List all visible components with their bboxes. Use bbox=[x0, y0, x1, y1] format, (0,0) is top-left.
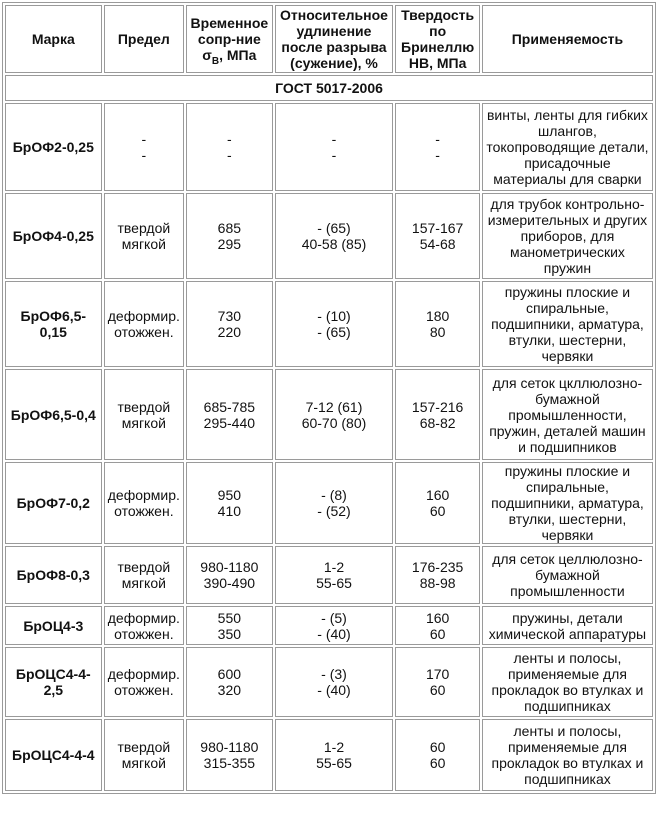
elongation-cell-value: - (40) bbox=[317, 625, 351, 642]
strength-cell-value: 390-490 bbox=[203, 575, 256, 591]
elongation-cell bbox=[275, 103, 394, 191]
elongation-cell bbox=[275, 719, 394, 791]
hardness-cell-value: 160 bbox=[425, 609, 450, 626]
usage-cell: ленты и полосы, применяемые для прокладок во втулках и подшипниках bbox=[482, 719, 653, 791]
limit-cell-value: - bbox=[141, 131, 147, 147]
elongation-cell bbox=[275, 281, 394, 367]
usage-cell: ленты и полосы, применяемые для прокладок во втулках и подшипниках bbox=[482, 647, 653, 717]
header-elongation: Относительное удлинение после разрыва (сужение), % bbox=[275, 5, 394, 73]
grade-cell: БрОФ8-0,3 bbox=[5, 546, 102, 604]
elongation-cell bbox=[275, 193, 394, 279]
strength-cell-value: 550 bbox=[217, 609, 242, 626]
limit-cell bbox=[104, 647, 185, 717]
elongation-cell-value: - (65) bbox=[317, 324, 351, 340]
strength-cell-value: 350 bbox=[217, 625, 242, 642]
grade-cell: БрОФ2-0,25 bbox=[5, 103, 102, 191]
limit-cell bbox=[104, 546, 185, 604]
usage-cell: пружины плоские и спиральные, подшипники, арматура, втулки, шестерни, червяки bbox=[482, 462, 653, 544]
grade-cell: БрОЦС4-4-2,5 bbox=[5, 647, 102, 717]
hardness-cell-value: 60 bbox=[429, 682, 446, 698]
hardness-cell bbox=[395, 719, 480, 791]
elongation-cell-value: - (5) bbox=[321, 609, 347, 626]
header-mark: Марка bbox=[5, 5, 102, 73]
hardness-cell-value: 60 bbox=[429, 755, 446, 771]
usage-cell: винты, ленты для гибких шлангов, токопроводящие детали, присадочные материалы для сварки bbox=[482, 103, 653, 191]
limit-cell bbox=[104, 103, 185, 191]
table-row bbox=[5, 369, 653, 460]
elongation-cell-value: - (65) bbox=[317, 220, 351, 236]
hardness-cell-value: - bbox=[435, 131, 440, 147]
hardness-cell-value: 176-235 bbox=[411, 559, 464, 575]
limit-cell bbox=[104, 719, 185, 791]
hardness-cell bbox=[395, 606, 480, 645]
grade-cell: БрОЦС4-4-4 bbox=[5, 719, 102, 791]
strength-cell-value: 295-440 bbox=[203, 414, 256, 431]
grade-cell: БрОФ4-0,25 bbox=[5, 193, 102, 279]
elongation-cell-value: - bbox=[331, 147, 337, 163]
elongation-cell-value: 7-12 (61) bbox=[305, 398, 363, 415]
elongation-cell-value: - bbox=[331, 131, 337, 147]
elongation-cell bbox=[275, 462, 394, 544]
strength-cell bbox=[186, 606, 273, 645]
strength-cell bbox=[186, 103, 273, 191]
limit-cell-value: мягкой bbox=[121, 575, 166, 591]
elongation-cell bbox=[275, 647, 394, 717]
limit-cell-value: отожжен. bbox=[114, 503, 174, 519]
elongation-cell-value: - (40) bbox=[317, 682, 351, 698]
strength-cell bbox=[186, 719, 273, 791]
strength-cell-value: 600 bbox=[217, 666, 242, 682]
strength-cell-value: 410 bbox=[217, 503, 242, 519]
table-row bbox=[5, 462, 653, 544]
table-body bbox=[5, 75, 653, 791]
table-row bbox=[5, 719, 653, 791]
strength-cell bbox=[186, 281, 273, 367]
hardness-cell-value: 60 bbox=[429, 739, 446, 755]
hardness-cell bbox=[395, 546, 480, 604]
grade-cell: БрОФ6,5-0,15 bbox=[5, 281, 102, 367]
usage-cell: для трубок контрольно-измерительных и других приборов, для манометрических пружин bbox=[482, 193, 653, 279]
hardness-cell bbox=[395, 462, 480, 544]
elongation-cell-value: - (52) bbox=[317, 503, 351, 519]
limit-cell-value: мягкой bbox=[121, 236, 166, 252]
grade-cell: БрОФ6,5-0,4 bbox=[5, 369, 102, 460]
usage-cell: пружины плоские и спиральные, подшипники, арматура, втулки, шестерни, червяки bbox=[482, 281, 653, 367]
hardness-cell-value: - bbox=[435, 147, 440, 163]
strength-cell bbox=[186, 369, 273, 460]
header-usage: Применяемость bbox=[482, 5, 653, 73]
header-strength-subscript: B bbox=[211, 55, 220, 67]
hardness-cell-value: 60 bbox=[429, 503, 446, 519]
limit-cell-value: мягкой bbox=[121, 414, 166, 431]
hardness-cell-value: 160 bbox=[425, 487, 450, 503]
strength-cell-value: 685 bbox=[217, 220, 242, 236]
strength-cell bbox=[186, 546, 273, 604]
hardness-cell bbox=[395, 647, 480, 717]
hardness-cell bbox=[395, 103, 480, 191]
limit-cell-value: твердой bbox=[117, 559, 171, 575]
strength-cell-value: 730 bbox=[217, 308, 242, 324]
bronze-properties-table bbox=[2, 2, 656, 794]
strength-cell bbox=[186, 193, 273, 279]
strength-cell-value: - bbox=[227, 131, 232, 147]
elongation-cell-value: - (3) bbox=[321, 666, 347, 682]
strength-cell-value: 295 bbox=[217, 236, 242, 252]
limit-cell-value: отожжен. bbox=[114, 625, 174, 642]
usage-cell: пружины, детали химической аппаратуры bbox=[482, 606, 653, 645]
strength-cell-value: 685-785 bbox=[203, 398, 256, 415]
strength-cell-value: 315-355 bbox=[203, 755, 256, 771]
elongation-cell-value: 60-70 (80) bbox=[301, 414, 367, 431]
limit-cell-value: деформир. bbox=[107, 308, 180, 324]
limit-cell bbox=[104, 369, 185, 460]
table-row bbox=[5, 193, 653, 279]
hardness-cell bbox=[395, 369, 480, 460]
usage-cell: для сеток цкллюлозно-бумажной промышленности, пружин, деталей машин и подшипников bbox=[482, 369, 653, 460]
strength-cell bbox=[186, 462, 273, 544]
elongation-cell-value: 55-65 bbox=[316, 575, 352, 591]
usage-cell: для сеток целлюлозно-бумажной промышленности bbox=[482, 546, 653, 604]
limit-cell bbox=[104, 606, 185, 645]
hardness-cell-value: 157-167 bbox=[411, 220, 464, 236]
strength-cell-value: 980-1180 bbox=[200, 739, 259, 755]
standard-row bbox=[5, 75, 653, 101]
limit-cell bbox=[104, 462, 185, 544]
strength-cell-value: - bbox=[227, 147, 232, 163]
limit-cell-value: деформир. bbox=[107, 609, 180, 626]
hardness-cell-value: 80 bbox=[429, 324, 446, 340]
elongation-cell-value: 1-2 bbox=[323, 559, 345, 575]
hardness-cell-value: 180 bbox=[425, 308, 450, 324]
limit-cell-value: твердой bbox=[117, 398, 171, 415]
table-row bbox=[5, 103, 653, 191]
hardness-cell-value: 170 bbox=[425, 666, 450, 682]
elongation-cell-value: 55-65 bbox=[316, 755, 352, 771]
strength-cell-value: 320 bbox=[217, 682, 242, 698]
hardness-cell bbox=[395, 193, 480, 279]
header-strength bbox=[186, 5, 273, 73]
table-row bbox=[5, 281, 653, 367]
hardness-cell-value: 157-216 bbox=[411, 398, 464, 415]
header-hardness: Твердость по Бринеллю НВ, МПа bbox=[395, 5, 480, 73]
limit-cell bbox=[104, 193, 185, 279]
elongation-cell-value: - (10) bbox=[317, 308, 351, 324]
header-strength-unit: , МПа bbox=[219, 47, 257, 63]
limit-cell-value: деформир. bbox=[107, 666, 180, 682]
strength-cell-value: 220 bbox=[217, 324, 242, 340]
limit-cell-value: деформир. bbox=[107, 487, 180, 503]
table-row bbox=[5, 606, 653, 645]
grade-cell: БрОФ7-0,2 bbox=[5, 462, 102, 544]
limit-cell-value: отожжен. bbox=[114, 682, 174, 698]
limit-cell-value: - bbox=[141, 147, 147, 163]
elongation-cell bbox=[275, 546, 394, 604]
elongation-cell-value: - (8) bbox=[321, 487, 347, 503]
header-strength-text: Временное сопр-ние σ bbox=[190, 15, 269, 63]
hardness-cell-value: 68-82 bbox=[419, 414, 456, 431]
limit-cell-value: твердой bbox=[117, 220, 171, 236]
elongation-cell-value: 1-2 bbox=[323, 739, 345, 755]
hardness-cell-value: 88-98 bbox=[419, 575, 456, 591]
table-row bbox=[5, 546, 653, 604]
table-row bbox=[5, 647, 653, 717]
elongation-cell bbox=[275, 369, 394, 460]
hardness-cell-value: 54-68 bbox=[419, 236, 456, 252]
hardness-cell-value: 60 bbox=[429, 625, 446, 642]
strength-cell-value: 950 bbox=[217, 487, 242, 503]
grade-cell: БрОЦ4-3 bbox=[5, 606, 102, 645]
limit-cell-value: мягкой bbox=[121, 755, 166, 771]
limit-cell-value: твердой bbox=[117, 739, 171, 755]
elongation-cell-value: 40-58 (85) bbox=[301, 236, 367, 252]
limit-cell bbox=[104, 281, 185, 367]
strength-cell bbox=[186, 647, 273, 717]
standard-label: ГОСТ 5017-2006 bbox=[5, 75, 653, 101]
header-limit: Предел bbox=[104, 5, 185, 73]
header-row bbox=[5, 5, 653, 73]
limit-cell-value: отожжен. bbox=[114, 324, 174, 340]
hardness-cell bbox=[395, 281, 480, 367]
strength-cell-value: 980-1180 bbox=[200, 559, 259, 575]
elongation-cell bbox=[275, 606, 394, 645]
